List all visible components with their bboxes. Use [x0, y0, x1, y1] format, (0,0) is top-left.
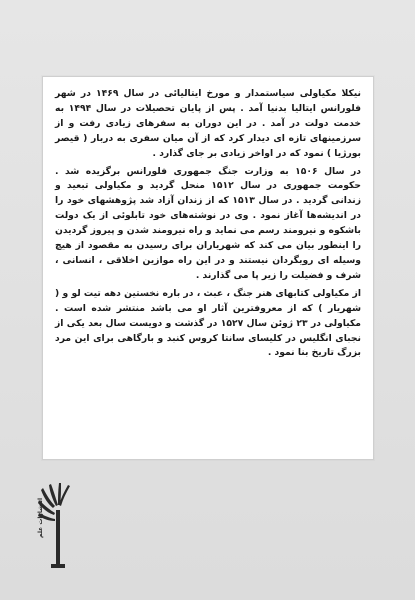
description-text — [55, 87, 361, 364]
paragraph-works: از مکیاولی کتابهای هنر جنگ ، عبث ، در باره نخستین دهه تیت لو و ( شهریار ) که از معروفترین آثار او می باشد منتشر شده است . مکیاولی در ۲۳ ژوئن سال ۱۵۲۷ در گذشت و دویست سال بعد یکی از نجبای انگلیس در کلیسای سانتا کروس کنبد و بارگاهی برای این مرد بزرگ تاریخ بنا نمود . — [55, 287, 361, 359]
publisher-name: انتشارات علم — [37, 498, 44, 538]
paragraph-career: در سال ۱۵۰۶ به وزارت جنگ جمهوری فلورانس برگزیده شد . حکومت جمهوری در سال ۱۵۱۲ منحل گردید و مکیاولی تبعید و زندانی گردید . در سال ۱۵۱۳ که از زندان آزاد شد پژوهشهای خود را در اندیشه‌ها آغاز نمود . وی در نوشته‌های خود تابلوئی از یک دولت باشکوه و نیرومند رسم می نماید و راه نیرومند شدن و پیروز گردیدن را اینطور بیان می کند که شهریاران برای رسیدن به مقصود از هیچ وسیله ای رویگردان نیستند و در این راه موازین اخلاقی ، انسانی ، شرف و فضیلت را زیر پا می گذارند . — [55, 165, 362, 281]
paragraph-biography: نیکلا مکیاولی سیاستمدار و مورخ ایتالیائی در سال ۱۴۶۹ در شهر فلورانس ایتالیا بدنیا آمد . پس از پایان تحصیلات در سال ۱۴۹۴ به خدمت دولت در آمد . در این دوران به سفرهای زیادی رفت و از سرزمینهای تازه ای دیدار کرد که از آن میان سفری به دربار ( قیصر بورژیا ) نمود که در اواخر زیادی بر جای گذارد . — [55, 88, 361, 159]
text-panel — [42, 76, 374, 460]
